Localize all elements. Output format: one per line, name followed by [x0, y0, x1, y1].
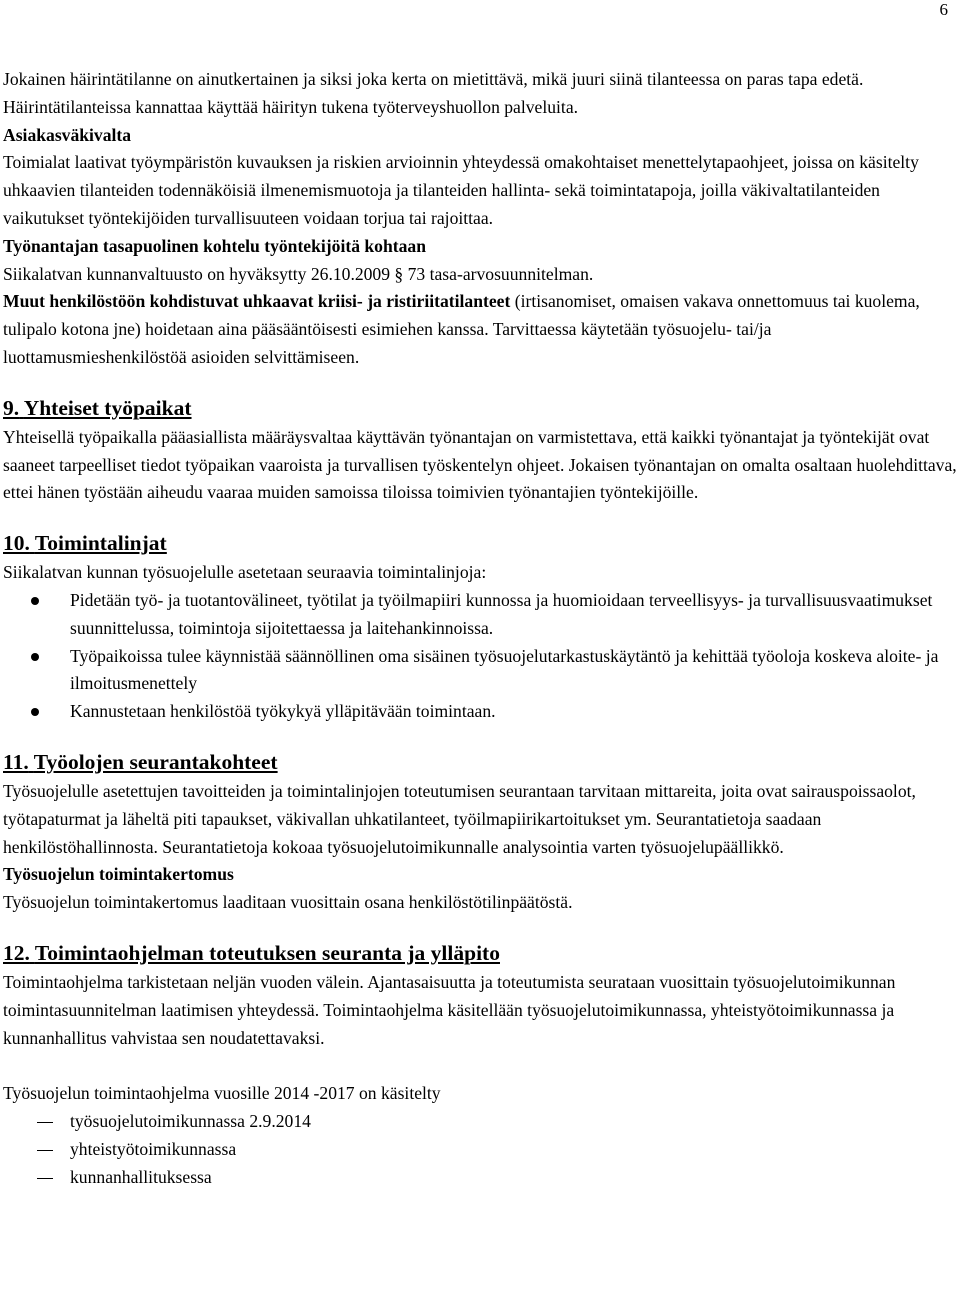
asiakasvakivalta-heading: Asiakasväkivalta	[3, 124, 132, 145]
section-11-title: Työolojen seurantakohteet	[33, 749, 278, 774]
section-12-number: 12.	[3, 940, 30, 965]
toimintalinjat-list	[3, 587, 958, 726]
section-12-heading	[3, 937, 958, 969]
section-12-paragraph: Toimintaohjelma tarkistetaan neljän vuoden välein. Ajantasaisuutta ja toteutumista seurataan vuosittain työsuojelutoimikunnan toimintasuunnitelman laatimisen yhteydessä. Toimintaohjelma käsitellään työsuojelutoimikunnassa, yhteistyötoimikunnassa ja kunnanhallitus vahvistaa sen noudatettavaksi.	[3, 971, 896, 1048]
kasitelty-list	[3, 1108, 958, 1191]
section-11-number: 11.	[3, 749, 29, 774]
section-12-heading-text	[3, 941, 500, 965]
section-10-heading-text	[3, 531, 167, 555]
muut-paragraph	[3, 288, 958, 371]
asiakasvakivalta-paragraph: Toimialat laativat työympäristön kuvauksen ja riskien arvioinnin yhteydessä omakohtaiset menettelytapaohjeet, joissa on käsitelty uhkaavien tilanteiden todennäköisiä ilmenemismuotoja ja tilanteiden hallinta- sekä toimintatapoja, joilla väkivaltatilanteiden vaikutukset työntekijöiden turvallisuuteen voidaan torjua tai rajoittaa.	[3, 152, 919, 228]
section-10-number: 10.	[3, 531, 30, 556]
section-12-title: Toimintaohjelman toteutuksen seuranta ja ylläpito	[34, 940, 500, 965]
list-item: työsuojelutoimikunnassa 2.9.2014	[3, 1108, 958, 1136]
toimintakertomus-heading: Työsuojelun toimintakertomus	[3, 864, 234, 885]
section-11-heading	[3, 746, 958, 778]
muut-text: (irtisanomiset, omaisen vakava onnettomuus tai kuolema, tulipalo kotona jne) hoidetaan aina pääsääntöisesti esimiehen kanssa. Tarvittaessa käytetään työsuojelu- tai/ja luottamusmieshenkilöstöä asioiden selvittämiseen.	[3, 291, 920, 367]
list-item: Pidetään työ- ja tuotantovälineet, työtilat ja työilmapiiri kunnossa ja huomioidaan terveellisyys- ja turvallisuusvaatimukset suunnittelussa, toimintoja sijoitettaessa ja laitehankinnoissa.	[3, 587, 958, 643]
section-9-heading-text	[3, 396, 192, 420]
muut-bold-lead: Muut henkilöstöön kohdistuvat uhkaavat kriisi- ja ristiriitatilanteet	[3, 291, 511, 312]
section-9-number: 9.	[3, 395, 20, 420]
section-10-intro: Siikalatvan kunnan työsuojelulle asetetaan seuraavia toimintalinjoja:	[3, 562, 487, 583]
list-item: Työpaikoissa tulee käynnistää säännöllinen oma sisäinen työsuojelutarkastuskäytäntö ja kehittää työoloja koskeva aloite- ja ilmoitusmenettely	[3, 643, 958, 699]
section-9-paragraph: Yhteisellä työpaikalla pääasiallista määräysvaltaa käyttävän työnantajan on varmistettava, että kaikki työnantajat ja työntekijät ovat saaneet tarpeelliset tiedot työpaikan vaaroista ja turvallisen työskentelyn ohjeet. Jokaisen työnantajan on omalta osaltaan huolehdittava, ettei hänen työstään aiheudu vaaraa muiden samoissa tiloissa toimivien työnantajien työntekijöille.	[3, 426, 957, 503]
tasapuolinen-heading: Työnantajan tasapuolinen kohtelu työntekijöitä kohtaan	[3, 235, 426, 256]
kasitelty-intro: Työsuojelun toimintaohjelma vuosille 2014 -2017 on käsitelty	[3, 1083, 441, 1104]
section-9-title: Yhteiset työpaikat	[23, 395, 192, 420]
tasapuolinen-paragraph: Siikalatvan kunnanvaltuusto on hyväksytty 26.10.2009 § 73 tasa-arvosuunnitelman.	[3, 263, 594, 284]
list-item: Kannustetaan henkilöstöä työkykyä ylläpitävään toimintaan.	[3, 698, 958, 726]
intro-paragraph: Jokainen häirintätilanne on ainutkertainen ja siksi joka kerta on mietittävä, mikä juuri siinä tilanteessa on paras tapa edetä. Häirintätilanteissa kannattaa käyttää häirityn tukena työterveyshuollon palveluita.	[3, 69, 864, 117]
section-10-title: Toimintalinjat	[34, 531, 167, 556]
toimintakertomus-paragraph: Työsuojelun toimintakertomus laaditaan vuosittain osana henkilöstötilinpäätöstä.	[3, 892, 573, 913]
section-9-heading	[3, 392, 958, 424]
page-number: 6	[939, 0, 948, 19]
document-body	[3, 66, 958, 1191]
list-item: kunnanhallituksessa	[3, 1164, 958, 1192]
list-item: yhteistyötoimikunnassa	[3, 1136, 958, 1164]
section-11-paragraph: Työsuojelulle asetettujen tavoitteiden ja toimintalinjojen toteutumisen seurantaan tarvitaan mittareita, joita ovat sairauspoissaolot, työtapaturmat ja läheltä piti tapaukset, väkivallan uhkatilanteet, työilmapiirikartoitukset ym. Seurantatietoja saadaan henkilöstöhallinnosta. Seurantatietoja kokoaa työsuojelutoimikunnalle analysointia varten työsuojelupäällikkö.	[3, 780, 916, 857]
section-10-heading	[3, 527, 958, 559]
section-11-heading-text	[3, 750, 278, 774]
